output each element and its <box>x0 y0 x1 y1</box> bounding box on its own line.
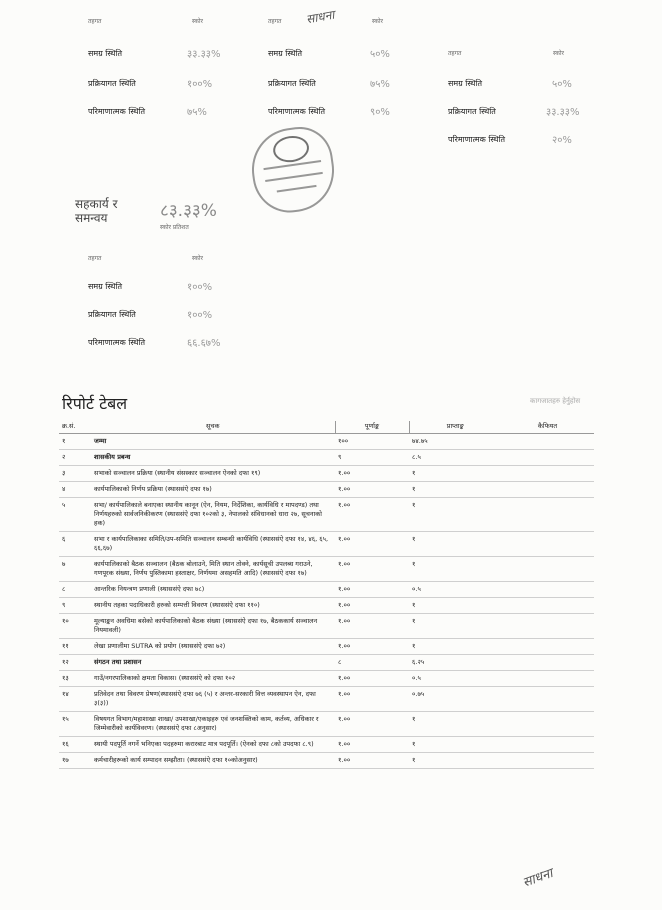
cell-sn: १५ <box>59 712 91 737</box>
cell-remarks <box>501 482 594 498</box>
row-label: प्रक्रियागत स्थिति <box>268 79 316 88</box>
cell-indicator: सभा/ कार्यपालिकाले बनाएका स्थानीय कानून (ऐन, नियम, निर्देशिका, कार्यविधि र मापदण्ड) तथा निर्णयहरुको सार्वजनिकीकरण (स्थाससंऐ दफा १०२को ३, नेपालको संविधानको धारा २७, सूचनाको हक) <box>91 498 335 532</box>
cell-remarks <box>501 557 594 582</box>
report-table <box>59 421 594 769</box>
report-table-title: रिपोर्ट टेबल <box>62 394 128 413</box>
cell-remarks <box>501 532 594 557</box>
cell-obtained: १ <box>409 482 501 498</box>
table-row <box>59 614 594 639</box>
cell-sn: १४ <box>59 687 91 712</box>
cell-remarks <box>501 753 594 769</box>
cell-full: ९ <box>335 450 409 466</box>
cell-obtained: १ <box>409 753 501 769</box>
cell-obtained: ०.५ <box>409 582 501 598</box>
cell-sn: ११ <box>59 639 91 655</box>
table-row <box>59 671 594 687</box>
col-header-area: तहगत <box>88 18 102 25</box>
cell-full: १.०० <box>335 498 409 532</box>
cell-obtained: १ <box>409 557 501 582</box>
row-value: ७५% <box>370 79 390 90</box>
table-row <box>59 434 594 450</box>
cell-sn: १० <box>59 614 91 639</box>
cell-full: १.०० <box>335 466 409 482</box>
cell-remarks <box>501 498 594 532</box>
cell-obtained: ८.५ <box>409 450 501 466</box>
row-label: परिमाणात्मक स्थिति <box>268 107 326 116</box>
cell-sn: ७ <box>59 557 91 582</box>
header-sn: क्र.सं. <box>59 421 91 434</box>
row-value: ३३.३३% <box>546 107 580 118</box>
cell-full: १०० <box>335 434 409 450</box>
row-label: परिमाणात्मक स्थिति <box>88 107 146 116</box>
cell-indicator: विषयगत विभाग/महाशाखा शाखा/ उपशाखा/एकाइहरु एवं जनशक्तिको काम, कर्तव्य, अधिकार र जिम्मेवारीको कार्यविवरण। (स्थाससंऐ दफा ८अनुसार) <box>91 712 335 737</box>
cell-obtained: ०.७५ <box>409 687 501 712</box>
col-header-score: स्कोर <box>192 18 203 25</box>
cell-indicator: आन्तरिक नियन्त्रण प्रणाली (स्थाससंऐ दफा ७८) <box>91 582 335 598</box>
header-obtained: प्राप्ताङ्क <box>409 421 501 434</box>
cell-indicator: स्थायी पदपूर्ति नगर्ने भनिएका पदहरुमा करारबाट मात्र पदपूर्ति। (ऐनको दफा ८को उपदफा ८.९) <box>91 737 335 753</box>
cell-full: १.०० <box>335 598 409 614</box>
stamp-emblem-icon <box>271 134 310 165</box>
cell-sn: ६ <box>59 532 91 557</box>
row-label: समग्र स्थिति <box>448 79 483 88</box>
row-value: १००% <box>187 282 213 293</box>
table-row <box>59 466 594 482</box>
header-full: पूर्णाङ्क <box>335 421 409 434</box>
cell-full: १.०० <box>335 614 409 639</box>
cell-indicator: शासकीय प्रबन्ध <box>91 450 335 466</box>
office-stamp <box>247 123 340 218</box>
signature-top: साधना <box>305 7 336 27</box>
col-header-score: स्कोर <box>553 50 564 57</box>
row-value: ५०% <box>552 79 572 90</box>
cell-indicator: सभा र कार्यपालिकाका समिति/उप-समिति सञ्चालन सम्बन्धी कार्यविधि (स्थाससंऐ दफा १४, ४६, ६५, ६६,६७) <box>91 532 335 557</box>
table-row <box>59 753 594 769</box>
cell-remarks <box>501 671 594 687</box>
cell-indicator: जम्मा <box>91 434 335 450</box>
table-row <box>59 655 594 671</box>
cell-full: १.०० <box>335 482 409 498</box>
table-header-row <box>59 421 594 434</box>
row-label: परिमाणात्मक स्थिति <box>448 135 506 144</box>
row-value: ७५% <box>187 107 207 118</box>
row-label: प्रक्रियागत स्थिति <box>88 79 136 88</box>
cell-indicator: प्रतिवेदन तथा विवरण प्रेषण(स्थाससंऐ दफा ७६ (५) र अन्तर-सरकारी वित्त व्यवस्थापन ऐन, दफा ३(३)) <box>91 687 335 712</box>
header-indicator: सूचक <box>91 421 335 434</box>
cell-sn: ३ <box>59 466 91 482</box>
cell-indicator: कार्यपालिकाको निर्णय प्रक्रिया (स्थाससंऐ दफा १७) <box>91 482 335 498</box>
row-label: समग्र स्थिति <box>268 49 303 58</box>
cell-remarks <box>501 582 594 598</box>
table-row <box>59 450 594 466</box>
score-percent-label: स्कोर प्रतिशत <box>160 224 189 231</box>
table-row <box>59 712 594 737</box>
cell-sn: १६ <box>59 737 91 753</box>
table-row <box>59 639 594 655</box>
cell-full: १.०० <box>335 582 409 598</box>
cell-indicator: सभाको सञ्चालन प्रक्रिया (स्थानीय संसस्कार सञ्चालन ऐनको दफा १९) <box>91 466 335 482</box>
cell-obtained: ७४.७५ <box>409 434 501 450</box>
cell-remarks <box>501 639 594 655</box>
table-row <box>59 498 594 532</box>
cell-obtained: ०.५ <box>409 671 501 687</box>
cell-sn: ९ <box>59 598 91 614</box>
table-row <box>59 557 594 582</box>
table-row <box>59 737 594 753</box>
table-row <box>59 687 594 712</box>
cell-remarks <box>501 737 594 753</box>
cell-indicator: मूल्याङ्कन अवधिमा बसेको कार्यपालिकाको बैठक संख्या (स्थाससंऐ दफा १७, बैठककार्य सञ्चालन नियमावली) <box>91 614 335 639</box>
cell-remarks <box>501 655 594 671</box>
cell-obtained: ६.२५ <box>409 655 501 671</box>
row-label: प्रक्रियागत स्थिति <box>448 107 496 116</box>
cell-full: १.०० <box>335 557 409 582</box>
row-value: ६६.६७% <box>187 338 221 349</box>
cell-remarks <box>501 598 594 614</box>
cooperation-title: सहकार्य र समन्वय <box>75 197 118 225</box>
cell-sn: ४ <box>59 482 91 498</box>
cell-sn: ८ <box>59 582 91 598</box>
table-row <box>59 598 594 614</box>
cell-sn: १७ <box>59 753 91 769</box>
row-label: प्रक्रियागत स्थिति <box>88 310 136 319</box>
documents-link[interactable]: कागजातहरु हेर्नुहोस <box>530 397 581 405</box>
cell-sn: १ <box>59 434 91 450</box>
cell-full: १.०० <box>335 532 409 557</box>
cell-obtained: १ <box>409 639 501 655</box>
cell-sn: १३ <box>59 671 91 687</box>
table-row <box>59 582 594 598</box>
cell-full: १.०० <box>335 687 409 712</box>
cell-remarks <box>501 614 594 639</box>
cell-sn: ५ <box>59 498 91 532</box>
cell-full: १.०० <box>335 671 409 687</box>
cell-obtained: १ <box>409 712 501 737</box>
row-value: ९०% <box>370 107 390 118</box>
cell-remarks <box>501 712 594 737</box>
row-value: १००% <box>187 310 213 321</box>
row-label: समग्र स्थिति <box>88 49 123 58</box>
col-header-score: स्कोर <box>372 18 383 25</box>
cell-full: ८ <box>335 655 409 671</box>
cell-obtained: १ <box>409 498 501 532</box>
cell-obtained: १ <box>409 466 501 482</box>
cell-indicator: कर्मचारीहरूको कार्य सम्पादन सम्झौता। (स्थाससंऐ दफा १०कोअनुसार) <box>91 753 335 769</box>
cell-sn: २ <box>59 450 91 466</box>
row-value: ३३.३३% <box>187 49 221 60</box>
cell-obtained: १ <box>409 614 501 639</box>
signature-bottom: साधना <box>520 866 555 891</box>
cooperation-pct: ८३.३३% <box>160 201 217 221</box>
cell-indicator: कार्यपालिकाको बैठक सञ्चालन (बैठक बोलाउने, मिति स्थान तोक्ने, कार्यसूची उपलब्ध गराउने, गणपूरक संख्या, निर्णय पुस्तिकामा हस्ताक्षर, निर्णयमा असहमति आदि) (स्थाससंऐ दफा १७) <box>91 557 335 582</box>
col-header-score: स्कोर <box>192 255 203 262</box>
row-value: १००% <box>187 79 213 90</box>
cell-indicator: लेखा प्रणालीमा SUTRA को प्रयोग (स्थाससंऐ दफा ७२) <box>91 639 335 655</box>
cell-full: १.०० <box>335 639 409 655</box>
cell-sn: १२ <box>59 655 91 671</box>
cell-indicator: स्थानीय तहका पदाधिकारी हरुको सम्पत्ती विवरण (स्थाससंऐ दफा ११०) <box>91 598 335 614</box>
cell-indicator: संगठन तथा प्रशासन <box>91 655 335 671</box>
cell-indicator: गाउँ/नगरपालिकाको क्षमता विकास। (स्थाससंऐ को दफा १०२ <box>91 671 335 687</box>
row-label: समग्र स्थिति <box>88 282 123 291</box>
cell-full: १.०० <box>335 753 409 769</box>
table-row <box>59 482 594 498</box>
row-value: ५०% <box>370 49 390 60</box>
table-row <box>59 532 594 557</box>
col-header-area: तहगत <box>268 18 282 25</box>
cell-remarks <box>501 434 594 450</box>
col-header-area: तहगत <box>88 255 102 262</box>
header-remarks: कैफियत <box>501 421 594 434</box>
cell-remarks <box>501 466 594 482</box>
cell-obtained: १ <box>409 598 501 614</box>
cell-remarks <box>501 450 594 466</box>
cell-remarks <box>501 687 594 712</box>
cell-full: १.०० <box>335 712 409 737</box>
row-value: २०% <box>552 135 572 146</box>
row-label: परिमाणात्मक स्थिति <box>88 338 146 347</box>
cell-full: १.०० <box>335 737 409 753</box>
col-header-area: तहगत <box>448 50 462 57</box>
cell-obtained: १ <box>409 737 501 753</box>
cell-obtained: १ <box>409 532 501 557</box>
